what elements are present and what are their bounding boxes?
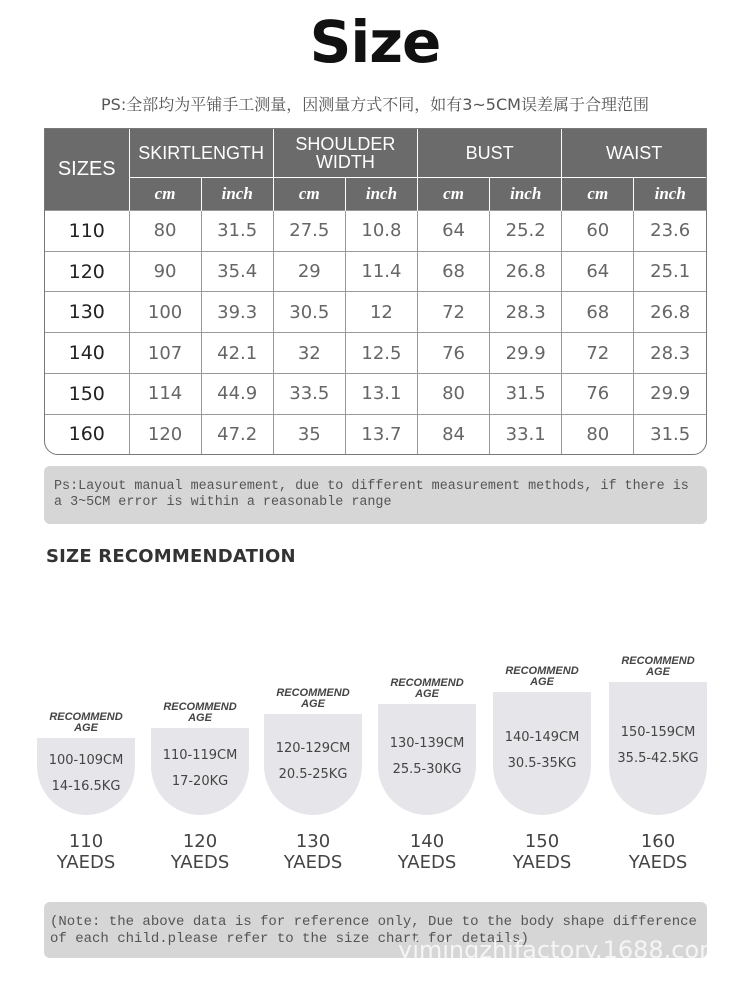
measurement-cell: 12.5: [345, 333, 417, 374]
height-range: 110-119CM: [162, 747, 238, 763]
measurement-cell: 35.4: [201, 251, 273, 292]
header-shoulder-width: SHOULDER WIDTH: [273, 129, 417, 178]
recommend-label: RECOMMEND: [505, 665, 579, 677]
recommend-label: RECOMMEND: [621, 655, 695, 667]
measurement-cell: 25.1: [634, 251, 706, 292]
recommendation-card: [609, 682, 707, 815]
unit-cm: cm: [273, 178, 345, 211]
measurement-cell: 31.5: [490, 373, 562, 414]
measurement-cell: 26.8: [634, 292, 706, 333]
age-label: AGE: [415, 688, 439, 700]
measurement-cell: 30.5: [273, 292, 345, 333]
measurement-cell: 72: [418, 292, 490, 333]
recommendation-card: [37, 738, 135, 815]
size-cell: 140: [45, 333, 129, 374]
recommend-label: RECOMMEND: [49, 711, 123, 723]
table-row: [45, 414, 706, 454]
header-waist: WAIST: [562, 129, 706, 178]
measurement-cell: 120: [129, 414, 201, 454]
size-number: 120: [182, 831, 218, 852]
recommend-label: RECOMMEND: [276, 687, 350, 699]
weight-range: 14-16.5KG: [51, 778, 121, 794]
measurement-cell: 72: [562, 333, 634, 374]
measurement-cell: 23.6: [634, 211, 706, 252]
measurement-cell: 80: [562, 414, 634, 454]
age-label: AGE: [530, 676, 554, 688]
weight-range: 20.5-25KG: [278, 766, 348, 782]
page-title: Size: [309, 8, 441, 76]
unit-inch: inch: [490, 178, 562, 211]
header-bust: BUST: [418, 129, 562, 178]
measurement-cell: 80: [418, 373, 490, 414]
measurement-cell: 44.9: [201, 373, 273, 414]
measurement-note: Ps:Layout manual measurement, due to different measurement methods, if there is a 3~5CM error is within a reasonable range: [44, 466, 707, 524]
size-cell: 150: [45, 373, 129, 414]
weight-range: 25.5-30KG: [392, 761, 462, 777]
size-number: 140: [409, 831, 445, 852]
recommendation-card: [151, 728, 249, 815]
measurement-cell: 11.4: [345, 251, 417, 292]
size-unit: YAEDS: [397, 852, 457, 873]
unit-inch: inch: [201, 178, 273, 211]
recommend-label: RECOMMEND: [163, 701, 237, 713]
measurement-cell: 114: [129, 373, 201, 414]
recommendation-card: [378, 704, 476, 815]
height-range: 100-109CM: [48, 752, 124, 768]
age-label: AGE: [301, 698, 325, 710]
age-label: AGE: [74, 722, 98, 734]
table-row: [45, 211, 706, 252]
measurement-cell: 100: [129, 292, 201, 333]
measurement-cell: 12: [345, 292, 417, 333]
unit-cm: cm: [129, 178, 201, 211]
measurement-cell: 64: [562, 251, 634, 292]
header-skirtlength: SKIRTLENGTH: [129, 129, 273, 178]
measurement-cell: 28.3: [490, 292, 562, 333]
height-range: 140-149CM: [504, 729, 580, 745]
page-subtitle: PS:全部均为平铺手工测量，因测量方式不同，如有3~5CM误差属于合理范围: [101, 95, 649, 114]
size-unit: YAEDS: [170, 852, 230, 873]
size-cell: 160: [45, 414, 129, 454]
measurement-cell: 32: [273, 333, 345, 374]
height-range: 130-139CM: [389, 735, 465, 751]
age-label: AGE: [646, 666, 670, 678]
size-number: 130: [295, 831, 331, 852]
size-cell: 120: [45, 251, 129, 292]
measurement-cell: 29.9: [490, 333, 562, 374]
sizes-header: SIZES: [45, 129, 129, 211]
measurement-cell: 39.3: [201, 292, 273, 333]
measurement-cell: 60: [562, 211, 634, 252]
size-number: 150: [524, 831, 560, 852]
weight-range: 30.5-35KG: [507, 755, 577, 771]
size-number: 110: [68, 831, 104, 852]
recommend-label: RECOMMEND: [390, 677, 464, 689]
unit-cm: cm: [418, 178, 490, 211]
measurement-cell: 33.1: [490, 414, 562, 454]
measurement-cell: 64: [418, 211, 490, 252]
measurement-cell: 27.5: [273, 211, 345, 252]
size-recommendation-title: SIZE RECOMMENDATION: [46, 546, 296, 567]
size-unit: YAEDS: [512, 852, 572, 873]
measurement-cell: 13.1: [345, 373, 417, 414]
measurement-cell: 76: [562, 373, 634, 414]
measurement-cell: 33.5: [273, 373, 345, 414]
recommendation-card: [493, 692, 591, 815]
table-row: [45, 292, 706, 333]
unit-inch: inch: [634, 178, 706, 211]
measurement-cell: 68: [562, 292, 634, 333]
measurement-cell: 13.7: [345, 414, 417, 454]
measurement-cell: 80: [129, 211, 201, 252]
table-row: [45, 251, 706, 292]
size-chart-table: [44, 128, 707, 455]
weight-range: 35.5-42.5KG: [617, 750, 699, 766]
measurement-cell: 76: [418, 333, 490, 374]
measurement-cell: 26.8: [490, 251, 562, 292]
unit-inch: inch: [345, 178, 417, 211]
measurement-cell: 84: [418, 414, 490, 454]
table-row: [45, 373, 706, 414]
measurement-cell: 90: [129, 251, 201, 292]
unit-cm: cm: [562, 178, 634, 211]
size-unit: YAEDS: [56, 852, 116, 873]
measurement-cell: 35: [273, 414, 345, 454]
measurement-cell: 42.1: [201, 333, 273, 374]
measurement-cell: 31.5: [634, 414, 706, 454]
measurement-cell: 47.2: [201, 414, 273, 454]
measurement-cell: 29.9: [634, 373, 706, 414]
size-unit: YAEDS: [628, 852, 688, 873]
weight-range: 17-20KG: [171, 773, 229, 789]
measurement-cell: 25.2: [490, 211, 562, 252]
height-range: 150-159CM: [620, 724, 696, 740]
measurement-cell: 107: [129, 333, 201, 374]
watermark: yimingzhifactory.1688.com: [398, 936, 723, 964]
size-cell: 130: [45, 292, 129, 333]
measurement-cell: 28.3: [634, 333, 706, 374]
measurement-cell: 10.8: [345, 211, 417, 252]
reference-note: (Note: the above data is for reference only, Due to the body shape difference of each child.please refer to the size chart for details): [44, 902, 707, 958]
measurement-cell: 68: [418, 251, 490, 292]
height-range: 120-129CM: [275, 740, 351, 756]
size-cell: 110: [45, 211, 129, 252]
measurement-cell: 29: [273, 251, 345, 292]
table-row: [45, 333, 706, 374]
size-unit: YAEDS: [283, 852, 343, 873]
age-label: AGE: [188, 712, 212, 724]
measurement-cell: 31.5: [201, 211, 273, 252]
size-number: 160: [640, 831, 676, 852]
recommendation-card: [264, 714, 362, 815]
